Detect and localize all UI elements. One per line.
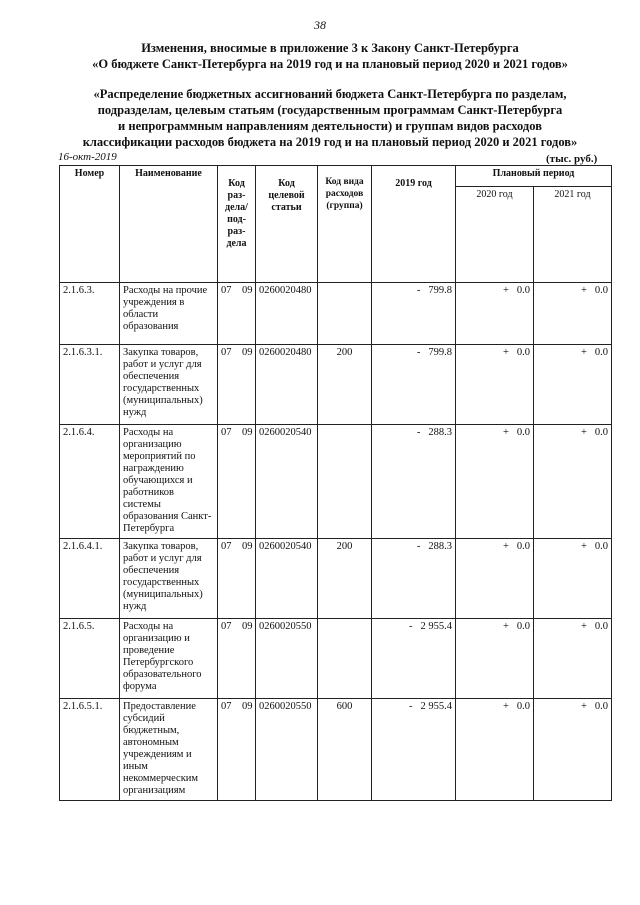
- row-target-code: 0260020540: [256, 425, 318, 539]
- value-sign: +: [580, 621, 587, 632]
- header-2021: 2021 год: [534, 187, 612, 283]
- document-title: [40, 40, 620, 72]
- value: 288.3: [428, 427, 452, 438]
- subsection-code: 09: [242, 347, 253, 358]
- row-target-code: 0260020550: [256, 699, 318, 801]
- row-value-2020: [456, 425, 534, 539]
- header-number: Номер: [60, 166, 120, 283]
- value-sign: +: [580, 347, 587, 358]
- document-date: 16-окт-2019: [58, 151, 117, 163]
- row-section-code: [218, 619, 256, 699]
- table-row: [60, 699, 612, 801]
- value: 288.3: [428, 541, 452, 552]
- row-number: 2.1.6.5.: [60, 619, 120, 699]
- row-name: Расходы на организацию и проведение Петербургского образовательного форума: [120, 619, 218, 699]
- page-number: 38: [314, 18, 326, 32]
- header-target-code: Код целевой статьи: [256, 166, 318, 283]
- row-section-code: [218, 283, 256, 345]
- row-kind-code: [318, 283, 372, 345]
- row-value-2019: [372, 619, 456, 699]
- row-number: 2.1.6.3.: [60, 283, 120, 345]
- header-name: Наименование: [120, 166, 218, 283]
- row-name: Предоставление субсидий бюджетным, автономным учреждениям и иным некоммерческим организациям: [120, 699, 218, 801]
- row-target-code: 0260020540: [256, 539, 318, 619]
- value-sign: +: [502, 347, 509, 358]
- subsection-code: 09: [242, 541, 253, 552]
- table-row: [60, 619, 612, 699]
- value: 0.0: [516, 541, 530, 552]
- subtitle-line: классификации расходов бюджета на 2019 год и на плановый период 2020 и 2021 годов»: [82, 135, 578, 149]
- header-planned-period: Плановый период: [456, 166, 612, 187]
- title-line: «О бюджете Санкт-Петербурга на 2019 год и на плановый период 2020 и 2021 годов»: [92, 57, 568, 71]
- row-value-2020: [456, 283, 534, 345]
- value: 0.0: [516, 285, 530, 296]
- subtitle-line: «Распределение бюджетных ассигнований бюджета Санкт-Петербурга по разделам,: [93, 87, 567, 101]
- row-target-code: 0260020480: [256, 283, 318, 345]
- row-number: 2.1.6.3.1.: [60, 345, 120, 425]
- units-label: (тыс. руб.): [546, 153, 598, 165]
- row-value-2019: [372, 699, 456, 801]
- document-subtitle: [40, 86, 620, 150]
- row-number: 2.1.6.4.: [60, 425, 120, 539]
- row-target-code: 0260020550: [256, 619, 318, 699]
- row-kind-code: 200: [318, 345, 372, 425]
- section-code: 07: [221, 347, 232, 358]
- value: 2 955.4: [420, 621, 452, 632]
- row-section-code: [218, 699, 256, 801]
- row-value-2019: [372, 283, 456, 345]
- value: 0.0: [516, 347, 530, 358]
- section-code: 07: [221, 427, 232, 438]
- value: 799.8: [428, 285, 452, 296]
- value: 0.0: [594, 427, 609, 438]
- title-line: Изменения, вносимые в приложение 3 к Закону Санкт-Петербурга: [141, 41, 519, 55]
- row-name: Расходы на организацию мероприятий по награждению обучающихся и работников системы образования Санкт-Петербурга: [120, 425, 218, 539]
- row-number: 2.1.6.5.1.: [60, 699, 120, 801]
- row-name: Закупка товаров, работ и услуг для обеспечения государственных (муниципальных) нужд: [120, 539, 218, 619]
- value: 0.0: [594, 621, 609, 632]
- row-value-2019: [372, 539, 456, 619]
- subtitle-line: подразделам, целевым статьям (государственным программам Санкт-Петербурга: [97, 103, 563, 117]
- row-value-2021: [534, 345, 612, 425]
- value-sign: -: [409, 701, 413, 712]
- value-sign: -: [409, 621, 413, 632]
- row-kind-code: [318, 619, 372, 699]
- row-value-2021: [534, 699, 612, 801]
- value: 0.0: [594, 347, 609, 358]
- table-row: [60, 425, 612, 539]
- row-kind-code: [318, 425, 372, 539]
- value: 2 955.4: [420, 701, 452, 712]
- row-section-code: [218, 345, 256, 425]
- row-target-code: 0260020480: [256, 345, 318, 425]
- subsection-code: 09: [242, 427, 253, 438]
- value: 0.0: [594, 285, 609, 296]
- value: 0.0: [594, 541, 609, 552]
- value: 0.0: [516, 701, 530, 712]
- row-section-code: [218, 539, 256, 619]
- row-name: Закупка товаров, работ и услуг для обеспечения государственных (муниципальных) нужд: [120, 345, 218, 425]
- value-sign: +: [580, 285, 587, 296]
- row-kind-code: 600: [318, 699, 372, 801]
- value-sign: +: [502, 427, 509, 438]
- row-value-2019: [372, 345, 456, 425]
- table-row: [60, 345, 612, 425]
- row-value-2021: [534, 619, 612, 699]
- value-sign: -: [416, 347, 421, 358]
- value: 0.0: [516, 427, 530, 438]
- table-row: [60, 539, 612, 619]
- value-sign: +: [580, 701, 587, 712]
- row-number: 2.1.6.4.1.: [60, 539, 120, 619]
- value-sign: +: [502, 621, 509, 632]
- value-sign: -: [416, 541, 421, 552]
- header-2019: 2019 год: [372, 166, 456, 283]
- value-sign: +: [502, 285, 509, 296]
- row-value-2020: [456, 345, 534, 425]
- value: 0.0: [516, 621, 530, 632]
- budget-table: [59, 165, 612, 801]
- value-sign: +: [502, 541, 509, 552]
- subsection-code: 09: [242, 621, 253, 632]
- section-code: 07: [221, 701, 232, 712]
- value: 0.0: [594, 701, 609, 712]
- table-row: [60, 283, 612, 345]
- header-2020: 2020 год: [456, 187, 534, 283]
- header-kind-code: Код вида расходов (группа): [318, 166, 372, 283]
- row-name: Расходы на прочие учреждения в области образования: [120, 283, 218, 345]
- row-value-2019: [372, 425, 456, 539]
- row-value-2021: [534, 283, 612, 345]
- header-section-code: Код раз-дела/ под-раз-дела: [218, 166, 256, 283]
- row-value-2020: [456, 619, 534, 699]
- section-code: 07: [221, 285, 232, 296]
- row-value-2020: [456, 539, 534, 619]
- row-kind-code: 200: [318, 539, 372, 619]
- table-header-row: [60, 166, 612, 187]
- row-section-code: [218, 425, 256, 539]
- subsection-code: 09: [242, 701, 253, 712]
- row-value-2021: [534, 539, 612, 619]
- subsection-code: 09: [242, 285, 253, 296]
- row-value-2020: [456, 699, 534, 801]
- value-sign: -: [416, 285, 421, 296]
- section-code: 07: [221, 621, 232, 632]
- subtitle-line: и непрограммным направлениям деятельности) и группам видов расходов: [118, 119, 542, 133]
- section-code: 07: [221, 541, 232, 552]
- value: 799.8: [428, 347, 452, 358]
- value-sign: +: [580, 541, 587, 552]
- value-sign: +: [502, 701, 509, 712]
- value-sign: +: [580, 427, 587, 438]
- value-sign: -: [416, 427, 421, 438]
- row-value-2021: [534, 425, 612, 539]
